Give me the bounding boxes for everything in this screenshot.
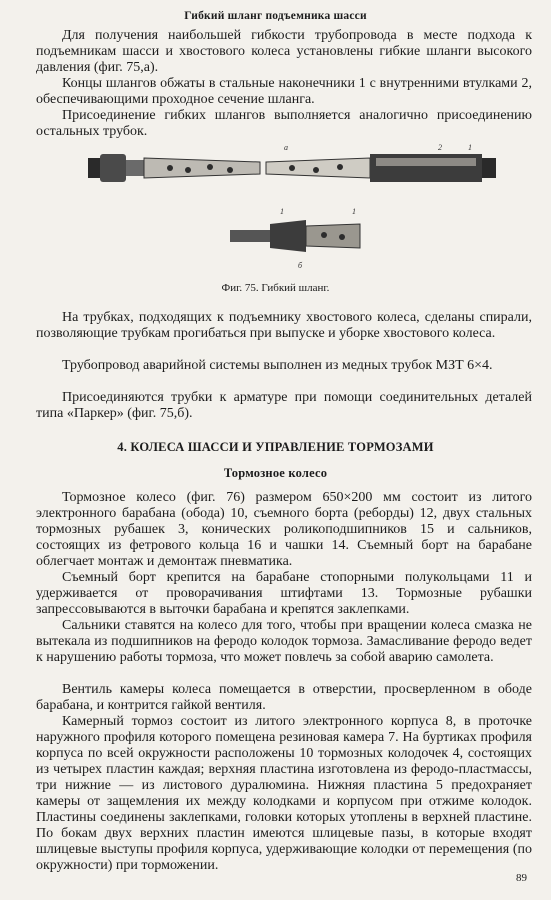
paragraph-chamber-brake: Камерный тормоз состоит из литого электронного корпуса 8, в проточке наружного профиля которого помещена резиновая камера 7. На буртиках профиля корпуса по всей окружности расположены 10 тормозных колодочек 4, состоящих из четырех пластин каждая; верхняя пластина изготовлена из феродо-пластмассы, три нижние — из листового дуралюмина. Нижняя пластина 5 предохраняет камеры от защемления их между колодками и корпусом при отжиме колодок. Пластины соединены заклепками, головки которых утоплены в верхней пластине. По бокам двух верхних пластин имеются шлицевые пазы, в которые входят шлицевые выступы профиля корпуса, удерживающие колодки от перемещения (по окружности) при торможении. (36, 714, 532, 873)
label-a: а (284, 143, 288, 152)
paragraph-wheel-composition: Тормозное колесо (фиг. 76) размером 650×200 мм состоит из литого электронного барабана (обода) 10, съемного борта (реборды) 12, двух стальных тормозных рубашек 3, конических роликоподшипников 15 и сальников, состоящих из фетрового кольца 16 и чашки 14. Съемный борт на барабане облегчает монтаж и демонтаж пневматика. (36, 490, 532, 569)
page-number: 89 (516, 872, 527, 884)
paragraph-removable-rim: Съемный борт крепится на барабане стопорными полукольцами 11 и удерживается от проворачивания штифтами 13. Тормозные рубашки запрессовываются в выточки барабана и крепятся заклепками. (36, 570, 532, 617)
label-1-bottom: 1 (280, 207, 284, 216)
paragraph-spirals: На трубках, подходящих к подъемнику хвостового колеса, сделаны спирали, позволяющие трубкам прогибаться при выпуске и уборке хвостового колеса. (36, 310, 532, 341)
paragraph-hose-connection: Присоединение гибких шлангов выполняется аналогично присоединению остальных трубок. (36, 108, 532, 139)
paragraph-valve: Вентиль камеры колеса помещается в отверстии, просверленном в ободе барабана, и контрится гайкой вентиля. (36, 682, 532, 713)
label-2: 2 (438, 143, 442, 152)
hose-assembly-a (88, 143, 496, 182)
paragraph-seals: Сальники ставятся на колесо для того, чтобы при вращении колеса смазка не вытекала из подшипников на феродо колодок тормоза. Замасливание феродо ведет к нарушению работы тормоза, что может повлечь за собой аварию самолета. (36, 618, 532, 665)
paragraph-hose-ends: Концы шлангов обжаты в стальные наконечники 1 с внутренними втулками 2, обеспечивающими проходное сечение шланга. (36, 76, 532, 107)
fitting-assembly-b (230, 207, 360, 270)
figure-caption: Фиг. 75. Гибкий шланг. (221, 282, 330, 294)
label-1-top: 1 (468, 143, 472, 152)
paragraph-hose-intro: Для получения наибольшей гибкости трубопровода в месте подхода к подъемникам шасси и хвостового колеса установлены гибкие шланги высокого давления (фиг. 75,а). (36, 28, 532, 75)
label-b: б (298, 261, 303, 270)
subsection-title: Тормозное колесо (223, 466, 328, 480)
paragraph-parker: Присоединяются трубки к арматуре при помощи соединительных деталей типа «Паркер» (фиг. 75,б). (36, 390, 532, 421)
section-title-hose: Гибкий шланг подъемника шасси (184, 10, 367, 22)
paragraph-emergency: Трубопровод аварийной системы выполнен из медных трубок МЗТ 6×4. (62, 358, 493, 373)
figure-flexible-hose (70, 140, 510, 280)
label-1-right: 1 (352, 207, 356, 216)
chapter-title: 4. КОЛЕСА ШАССИ И УПРАВЛЕНИЕ ТОРМОЗАМИ (117, 440, 434, 454)
